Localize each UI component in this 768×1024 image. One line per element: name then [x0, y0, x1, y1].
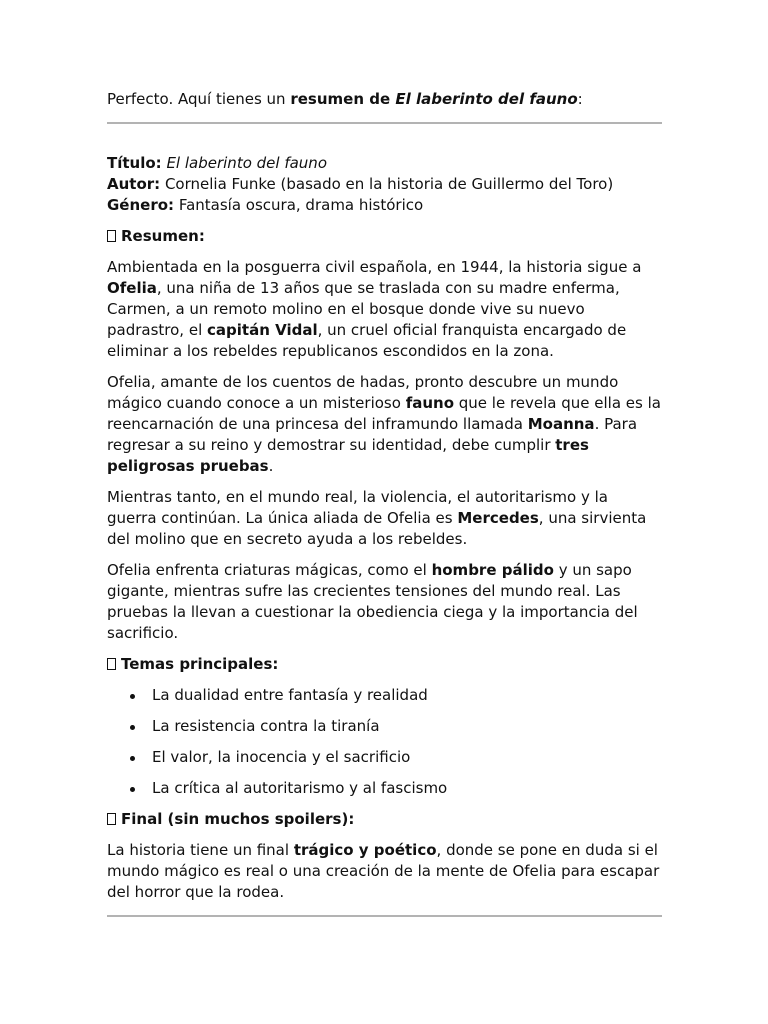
- intro-tail: :: [577, 90, 583, 108]
- intro-line: [107, 89, 662, 110]
- list-item: La crítica al autoritarismo y al fascismo: [107, 778, 662, 799]
- meta-genre-label: Género:: [107, 196, 175, 214]
- summary-paragraph-4: Ofelia enfrenta criaturas mágicas, como el hombre pálido y un sapo gigante, mientras sufre las crecientes tensiones del mundo real. Las pruebas la llevan a cuestionar la obediencia ciega y la importancia del sacrificio.: [107, 561, 638, 642]
- ending-heading-text: Final (sin muchos spoilers):: [121, 810, 355, 828]
- meta-author-label: Autor:: [107, 175, 161, 193]
- themes-heading-text: Temas principales:: [121, 655, 279, 673]
- meta-title-value: El laberinto del fauno: [166, 154, 327, 172]
- divider-top: [107, 122, 662, 124]
- summary-heading-text: Resumen:: [121, 227, 205, 245]
- list-item: La resistencia contra la tiranía: [107, 716, 662, 737]
- missing-glyph-icon: [107, 813, 116, 825]
- themes-heading: [107, 654, 662, 675]
- meta-genre: [107, 195, 662, 216]
- list-item: El valor, la inocencia y el sacrificio: [107, 747, 662, 768]
- meta-title-label: Título:: [107, 154, 162, 172]
- intro-lead: Perfecto. Aquí tienes un: [107, 90, 291, 108]
- meta-genre-value: Fantasía oscura, drama histórico: [178, 196, 424, 214]
- themes-list: [107, 685, 662, 799]
- summary-paragraph-2: Ofelia, amante de los cuentos de hadas, pronto descubre un mundo mágico cuando conoce a un misterioso fauno que le revela que ella es la reencarnación de una princesa del inframundo llamada Moanna. Para regresar a su reino y demostrar su identidad, debe cumplir tres peligrosas pruebas.: [107, 373, 661, 475]
- meta-author: [107, 174, 662, 195]
- missing-glyph-icon: [107, 230, 116, 242]
- intro-book-title: El laberinto del fauno: [395, 90, 578, 108]
- ending-heading: [107, 809, 662, 830]
- list-item: La dualidad entre fantasía y realidad: [107, 685, 662, 706]
- summary-paragraph-1: Ambientada en la posguerra civil española, en 1944, la historia sigue a Ofelia, una niña de 13 años que se traslada con su madre enferma, Carmen, a un remoto molino en el bosque donde vive su nuevo padrastro, el capitán Vidal, un cruel oficial franquista encargado de eliminar a los rebeldes republicanos escondidos en la zona.: [107, 258, 642, 360]
- document-body: [107, 89, 662, 917]
- missing-glyph-icon: [107, 658, 116, 670]
- meta-author-value: Cornelia Funke (basado en la historia de Guillermo del Toro): [164, 175, 614, 193]
- summary-heading: [107, 226, 662, 247]
- book-metadata: [107, 153, 662, 216]
- summary-paragraph-3: Mientras tanto, en el mundo real, la violencia, el autoritarismo y la guerra continúan. La única aliada de Ofelia es Mercedes, una sirvienta del molino que en secreto ayuda a los rebeldes.: [107, 488, 647, 548]
- intro-bold: resumen de: [290, 90, 396, 108]
- divider-bottom: [107, 915, 662, 917]
- ending-paragraph: La historia tiene un final trágico y poético, donde se pone en duda si el mundo mágico es real o una creación de la mente de Ofelia para escapar del horror que la rodea.: [107, 841, 660, 901]
- meta-title: [107, 153, 662, 174]
